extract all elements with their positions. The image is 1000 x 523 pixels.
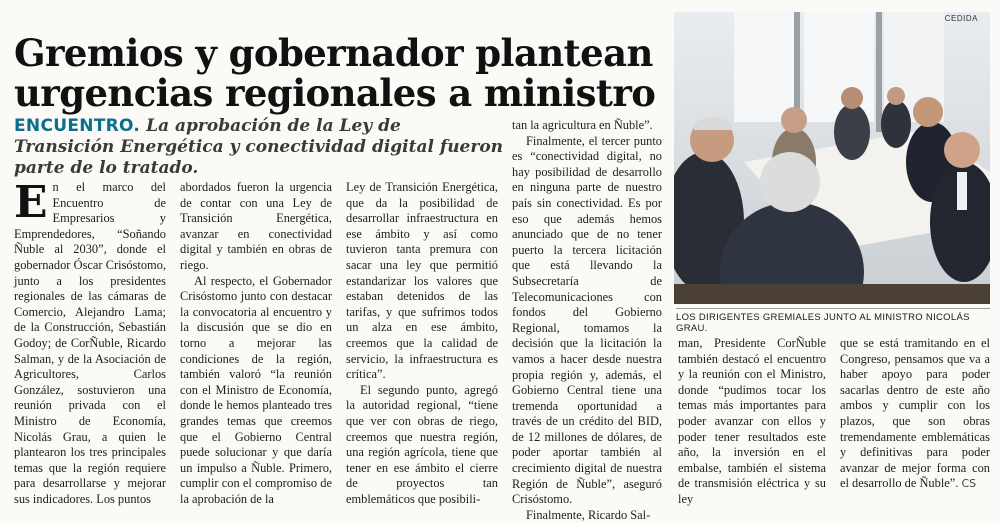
article-column-1 bbox=[14, 177, 166, 507]
column-2-paragraph-1: abordados fueron la urgencia de contar con una Ley de Transición Energética, avanzar en conectividad digital y también en obras de riego. bbox=[180, 180, 332, 272]
article-column-3 bbox=[346, 180, 498, 507]
column-2-paragraph-2: Al respecto, el Gobernador Crisóstomo junto con destacar la convocatoria al encuentro y la discusión que se dio en torno a mejorar las condiciones de la región, también valoró “la reunión con el Ministro de Economía, donde le hemos planteado tres grandes temas que creemos que el Gobierno Central puede solucionar y que daría un impulso a Ñuble. Primero, cumplir con el compromiso de la aprobación de la bbox=[180, 273, 332, 506]
column-5-paragraph: man, Presidente CorÑuble también destacó el encuentro y la reunión con el Ministro, donde “pudimos tocar los temas más importantes para poder avanzar con ellos y poder tener resultados este año, la inversión en el embalse, también el sistema de transmisión eléctrica y su ley bbox=[678, 336, 826, 506]
column-3-paragraph-2: El segundo punto, agregó la autoridad regional, “tiene que ver con obras de riego, creemos que nuestra región, una región agrícola, tiene que tener en ese ámbito el cierre de proyectos tan emblemáticos que posibili- bbox=[346, 382, 498, 506]
deck-text: La aprobación de la Ley de Transición Energética y conectividad digital fueron parte de lo tratado. bbox=[14, 116, 504, 178]
deck bbox=[14, 116, 504, 179]
caption-rule bbox=[676, 308, 990, 309]
photo-caption: LOS DIRIGENTES GREMIALES JUNTO AL MINISTRO NICOLÁS GRAU. bbox=[676, 312, 970, 334]
headline: Gremios y gobernador plantean urgencias regionales a ministro bbox=[14, 30, 656, 115]
column-4-paragraph-3: Finalmente, Ricardo Sal- bbox=[526, 507, 651, 522]
deck-kicker: ENCUENTRO. bbox=[14, 116, 141, 136]
column-4-paragraph-1: tan la agricultura en Ñuble”. bbox=[512, 118, 653, 132]
column-1-paragraph: n el marco del Encuentro de Empresarios y Emprendedores, “Soñando Ñuble al 2030”, donde el gobernador Óscar Crisóstomo, junto a los presidentes regionales de las cámaras de Comercio, Alejandro Lama; de la Construcción, Sebastián Godoy; de CorÑuble, Ricardo Salman, y de la Asociación de Agricultores, Carlos González, sostuvieron una reunión privada con el Ministro de Economía, Nicolás Grau, a quien le plantearon los tres principales temas que la región requiere para desarrollarse y mejorar sus indicadores. Los puntos bbox=[14, 180, 166, 506]
photo-credit: CEDIDA bbox=[944, 14, 978, 23]
article-column-2 bbox=[180, 180, 332, 507]
column-6-paragraph bbox=[840, 336, 990, 492]
article-column-4 bbox=[512, 118, 662, 523]
article-column-6 bbox=[840, 336, 990, 492]
column-4-paragraph-2: Finalmente, el tercer punto es “conectividad digital, no hay posibilidad de desarrollo en ninguna parte de nuestro país sin conectividad. Es por eso que además hemos anunciado que de no tener puerto la tercera licitación que está llevando la Subsecretaría de Telecomunicaciones con fondos del Gobierno Regional, tomamos la decisión que la licitación la vamos a hacer desde nuestra propia región y, además, el Gobierno Central tiene una tremenda oportunidad a través de un crédito del BID, de 12 millones de dólares, de poder aportar también al crecimiento digital de nuestra Región de Ñuble”, aseguró Crisóstomo. bbox=[512, 133, 662, 507]
column-3-paragraph-1: Ley de Transición Energética, que da la posibilidad de desarrollar infraestructura en ese ámbito y así como tuvieron tanta premura con sacar una ley que permitió estandarizar los valores que estaban detenidos de las tarifas, y que sufrimos todos un alza en ese ámbito, creemos que la calidad de servicio, la infraestructura es crítica”. bbox=[346, 180, 498, 382]
drop-cap: E bbox=[14, 177, 48, 228]
article-column-5 bbox=[678, 336, 826, 508]
end-mark: CS bbox=[961, 477, 977, 491]
meeting-photo bbox=[674, 12, 990, 304]
column-6-text: que se está tramitando en el Congreso, pensamos que va a haber apoyo para poder sacarlas dentro de este año ambos y cumplir con los plazos, que son obras tremendamente emblemáticas y definitivas para poder avanzar de mejor forma con el desarrollo de Ñuble”. bbox=[840, 336, 990, 491]
